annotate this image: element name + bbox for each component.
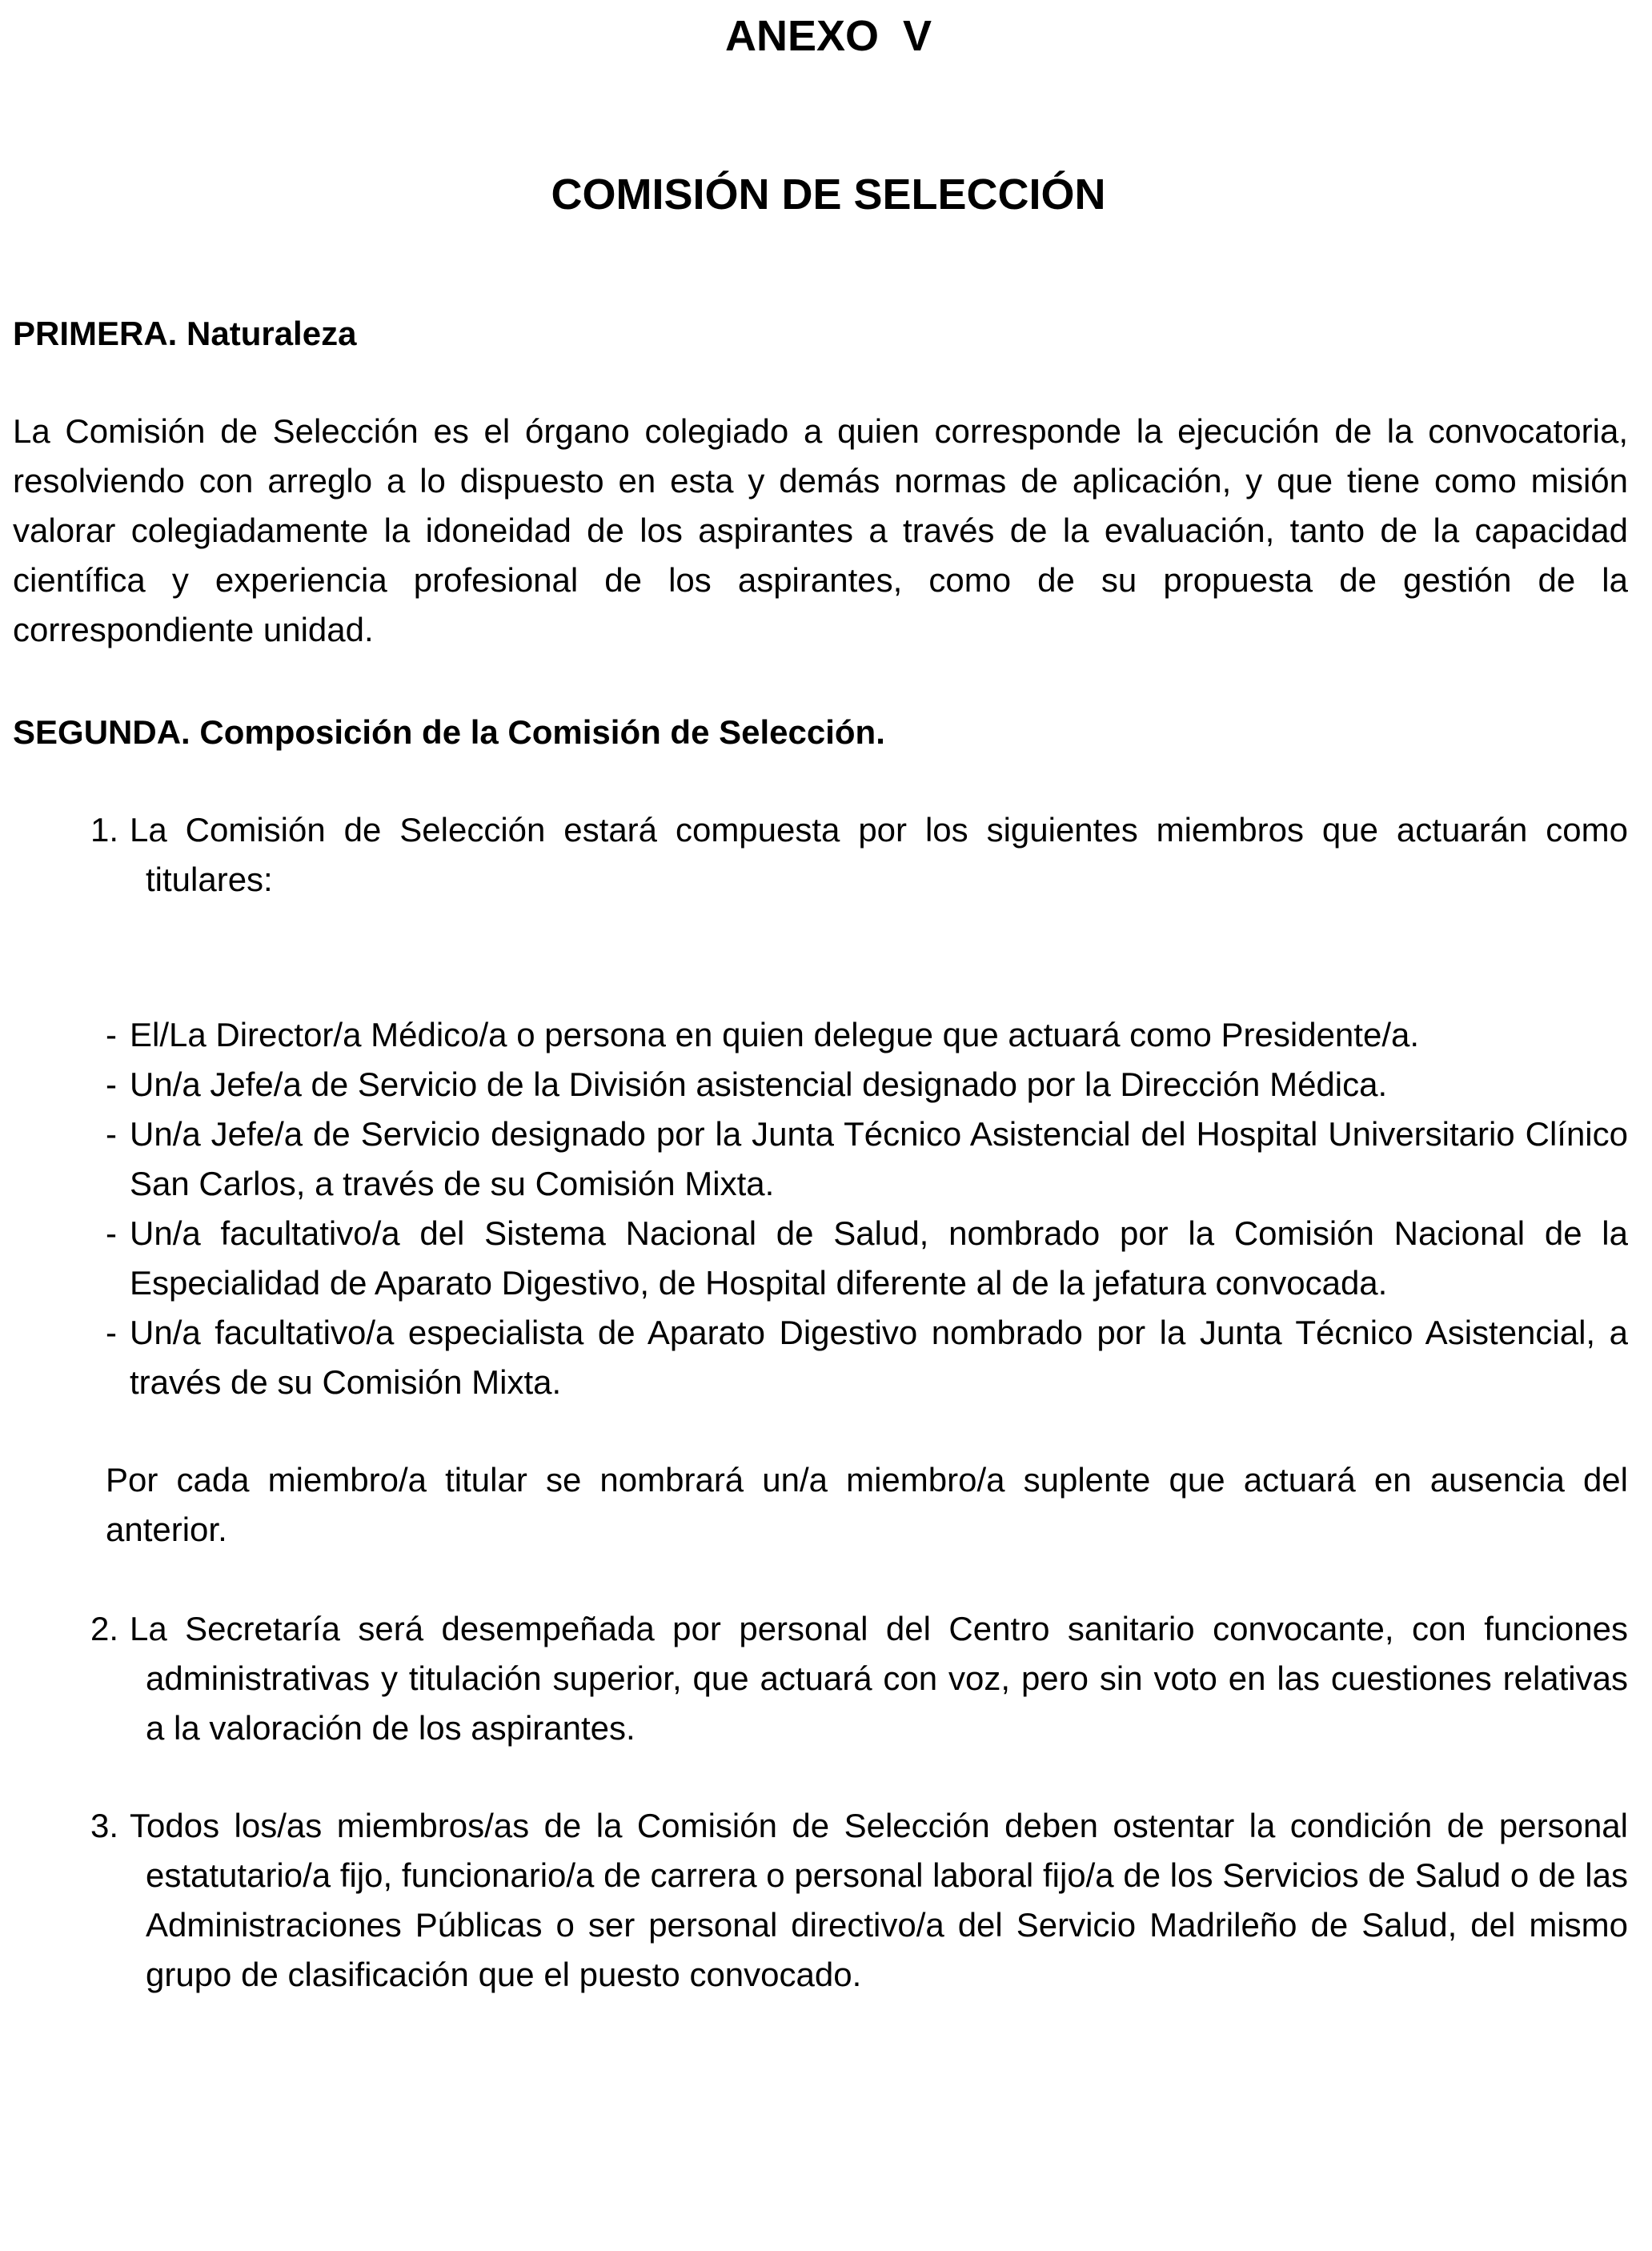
section-heading-primera: PRIMERA. Naturaleza xyxy=(13,315,357,352)
substitute-paragraph: Por cada miembro/a titular se nombrará un/a miembro/a suplente que actuará en ausencia del anterior. xyxy=(106,1461,1628,1548)
item-number: 2. xyxy=(90,1610,118,1647)
list-item: - El/La Director/a Médico/a o persona en quien delegue que actuará como Presidente/a. xyxy=(106,1016,1420,1053)
list-item: - Un/a facultativo/a especialista de Aparato Digestivo nombrado por la Junta Técnico Asistencial, a través de su Comisión Mixta. xyxy=(106,1314,1628,1401)
item-text: La Comisión de Selección estará compuesta por los siguientes miembros que actuarán como titulares: xyxy=(130,811,1628,898)
section-paragraph-primera: La Comisión de Selección es el órgano colegiado a quien corresponde la ejecución de la convocatoria, resolviendo con arreglo a lo dispuesto en esta y demás normas de aplicación, y que tiene como misión valorar colegiadamente la idoneidad de los aspirantes a través de la evaluación, tanto de la capacidad científica y experiencia profesional de los aspirantes, como de su propuesta de gestión de la correspondiente unidad. xyxy=(13,412,1628,648)
document-title: COMISIÓN DE SELECCIÓN xyxy=(551,171,1106,219)
list-item: - Un/a Jefe/a de Servicio de la División asistencial designado por la Dirección Médica. xyxy=(106,1065,1388,1103)
list-item: - Un/a facultativo/a del Sistema Nacional de Salud, nombrado por la Comisión Nacional de la Especialidad de Aparato Digestivo, de Hospital diferente al de la jefatura convocada. xyxy=(106,1214,1628,1302)
members-list xyxy=(106,1010,1628,1407)
item-text: Todos los/as miembros/as de la Comisión de Selección deben ostentar la condición de personal estatutario/a fijo, funcionario/a de carrera o personal laboral fijo/a de los Servicios de Salud o de las Administraciones Públicas o ser personal directivo/a del Servicio Madrileño de Salud, del mismo grupo de clasificación que el puesto convocado. xyxy=(130,1807,1628,1993)
item-number: 1. xyxy=(90,811,118,849)
list-item: - Un/a Jefe/a de Servicio designado por la Junta Técnico Asistencial del Hospital Universitario Clínico San Carlos, a través de su Comisión Mixta. xyxy=(106,1115,1628,1202)
item-number: 3. xyxy=(90,1807,118,1844)
annex-title: ANEXO V xyxy=(724,12,932,60)
item-text: La Secretaría será desempeñada por personal del Centro sanitario convocante, con funciones administrativas y titulación superior, que actuará con voz, pero sin voto en las cuestiones relativas a la valoración de los aspirantes. xyxy=(130,1610,1628,1747)
section-heading-segunda: SEGUNDA. Composición de la Comisión de Selección. xyxy=(13,713,885,751)
